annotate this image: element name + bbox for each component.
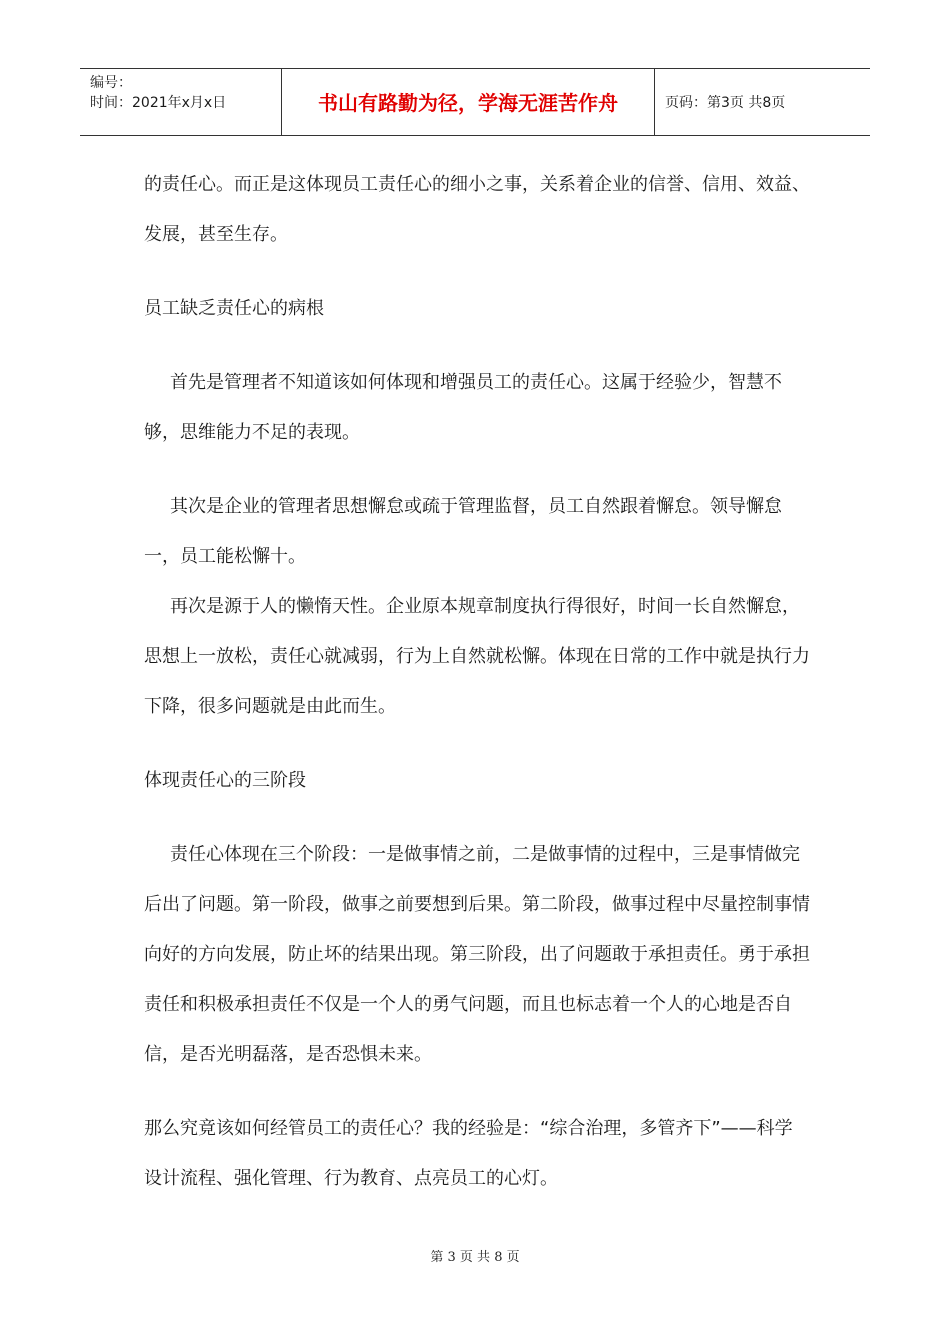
section-heading-three-stages: 体现责任心的三阶段 [144,770,306,791]
document-time-label: 时间：2021年x月x日 [90,95,227,111]
header-motto: 书山有路勤为径，学海无涯苦作舟 [282,69,655,135]
paragraph-three-stages: 责任心体现在三个阶段：一是做事情之前，二是做事情的过程中，三是事情做完后出了问题。第一阶段，做事之前要想到后果。第二阶段，做事过程中尽量控制事情向好的方向发展，防止坏的结果出现。第三阶段，出了问题敢于承担责任。勇于承担责任和积极承担责任不仅是一个人的勇气问题，而且也标志着一个人的心地是否自信，是否光明磊落，是否恐惧未来。 [144,844,810,1065]
paragraph-second-cause: 其次是企业的管理者思想懈怠或疏于管理监督，员工自然跟着懈怠。领导懈怠一，员工能松懈十。 [144,496,782,567]
header-page-code: 页码：第3页 共8页 [665,95,786,111]
page-header [80,68,870,136]
paragraph-management-approach: 那么究竟该如何经管员工的责任心？我的经验是：“综合治理，多管齐下”——科学设计流程、强化管理、行为教育、点亮员工的心灯。 [144,1118,793,1189]
section-heading-root-causes: 员工缺乏责任心的病根 [144,298,324,319]
paragraph-third-cause: 再次是源于人的懒惰天性。企业原本规章制度执行得很好，时间一长自然懈怠，思想上一放松，责任心就减弱，行为上自然就松懈。体现在日常的工作中就是执行力下降，很多问题就是由此而生。 [144,596,810,717]
document-body [144,160,810,1204]
header-meta [80,69,282,135]
document-number-label: 编号： [90,75,132,91]
paragraph-continuation: 的责任心。而正是这体现员工责任心的细小之事，关系着企业的信誉、信用、效益、发展，甚至生存。 [144,174,810,245]
page-footer: 第 3 页 共 8 页 [430,1250,520,1265]
paragraph-first-cause: 首先是管理者不知道该如何体现和增强员工的责任心。这属于经验少，智慧不够，思维能力不足的表现。 [144,372,782,443]
